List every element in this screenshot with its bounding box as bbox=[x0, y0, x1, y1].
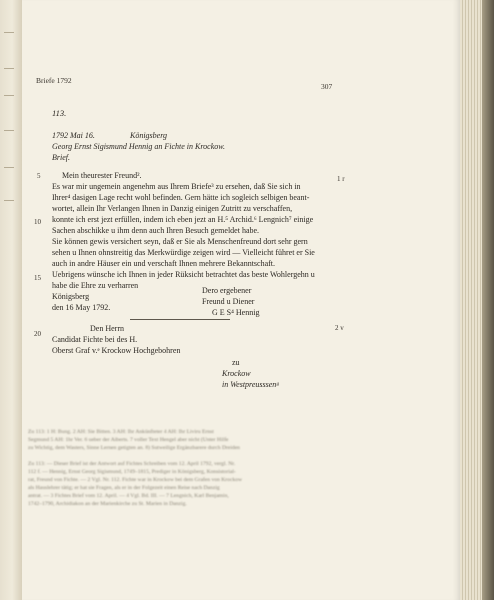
address-zu: zu bbox=[232, 358, 240, 367]
line-number-5: 5 bbox=[37, 172, 41, 180]
body-line: Sachen abschikke u ihm denn auch Ihren Besuch gemeldet habe. bbox=[52, 226, 260, 235]
closing-date: den 16 May 1792. bbox=[52, 303, 111, 312]
letter-addressee-line: Georg Ernst Sigismund Hennig an Fichte in Krockow. bbox=[52, 142, 226, 151]
page-number: 307 bbox=[321, 82, 333, 91]
footnote-line: Segmund 5 AH: 1hr Ver. 6 ueber der Aiberts. 7 voller Text Hengel aber nicht (Unter Hilfe bbox=[28, 437, 229, 443]
address-salutation: Den Herrn bbox=[90, 324, 124, 333]
letter-date: 1792 Mai 16. bbox=[52, 131, 95, 140]
margin-note-1r: 1 r bbox=[337, 175, 345, 183]
footnotes-apparatus bbox=[28, 428, 346, 508]
address-city: Krockow bbox=[222, 369, 251, 378]
footnote-line: als Hauslehrer tätig; er hat sie Fragen, als er in der Folgezeit einen Reise nach Danzig bbox=[28, 485, 220, 491]
body-line: Mein theurester Freund². bbox=[62, 171, 142, 180]
body-line: sehen u Ihnen ohnstreitig das Merkwürdige zeigen wird — Vielleicht führet er Sie bbox=[52, 248, 315, 257]
address-region: in Westpreusssenᵍ bbox=[222, 380, 279, 389]
line-number-20: 20 bbox=[34, 330, 41, 338]
address-line-1: Candidat Fichte bei des H. bbox=[52, 335, 138, 344]
closing-signature: G E S⁴ Hennig bbox=[212, 308, 260, 317]
footnote-line: Zu 113: 1 H: Bung. 2 AH: Sie Bitten. 3 AH: Ihr Ankünfteter 4 AH: Ihr Liviru Ernst bbox=[28, 429, 214, 435]
footnote-line: rat, Freund von Fichte. — 2 Vgl. Nr. 112. Fichte war in Krockow bei dem Grafen von Krockow bbox=[28, 477, 243, 483]
address-line-2: Oberst Graf v.ᵉ Krockow Hochgebohren bbox=[52, 346, 181, 355]
letter-kind: Brief. bbox=[52, 153, 70, 162]
body-line: Uebrigens wünsche ich Ihnen in jeder Rüksicht betrachtet das beste Wohlergehn u bbox=[52, 270, 315, 279]
footnote-line: Zu 113: — Dieser Brief ist der Antwort auf Fichtes Schreiben vom 12. April 1792, vergl. Nr. bbox=[28, 461, 236, 467]
closing-place: Königsberg bbox=[52, 292, 90, 301]
footnote-line: 1742–1790, Archidiakon an der Marienkirche zu St. Marien in Danzig. bbox=[28, 501, 187, 507]
body-line: Sie können gewis versichert seyn, daß er Sie als Menschenfreund dort sehr gern bbox=[52, 237, 308, 246]
footnote-line: zu Wichtig, dem Wasters, Sinne Lernen getigten an. 8) Sutweilige Ergänzbarere durch Dreiden bbox=[28, 445, 240, 451]
body-line: Es war mir ungemein angenehm aus Ihrem Briefe³ zu ersehen, daß Sie sich in bbox=[52, 182, 301, 191]
binding-marks bbox=[0, 0, 22, 600]
margin-note-2v: 2 v bbox=[335, 324, 344, 332]
letter-number: 113. bbox=[52, 108, 67, 118]
closing-line-1: Dero ergebener bbox=[202, 286, 252, 295]
line-number-10: 10 bbox=[34, 218, 41, 226]
footnote-line: 112 f. — Hennig, Ernst Georg Sigismund, 1749–1815, Prediger in Königsberg, Konsistorial- bbox=[28, 469, 236, 475]
body-line: konnte ich erst jezt erfüllen, indem ich eben jezt an H.⁵ Archid.⁶ Lengnich⁷ einige bbox=[52, 215, 314, 224]
running-title: Briefe 1792 bbox=[36, 76, 72, 85]
closing-line-2: Freund u Diener bbox=[202, 297, 255, 306]
body-line: wortet, allein Ihr Verlangen Ihnen in Danzig einigen Zutritt zu verschaffen, bbox=[52, 204, 293, 213]
body-line: habe die Ehre zu verharren bbox=[52, 281, 139, 290]
separator-rule bbox=[130, 319, 230, 320]
footnote-line: antrat. — 3 Fichtes Brief vom 12. April. — 4 Vgl. Bd. III. — 7 Lengnich, Karl Benjamin, bbox=[28, 493, 229, 499]
body-line: auch in andre Häuser ein und verschaft Ihnen mehrere Bekanntschaft. bbox=[52, 259, 276, 268]
body-line: Ihrer⁴ dasigen Lage recht wohl befinden. Gern hätte ich sogleich selbigen beant- bbox=[52, 193, 310, 202]
footnote-line bbox=[28, 452, 346, 460]
letter-place: Königsberg bbox=[130, 131, 168, 140]
line-number-15: 15 bbox=[34, 274, 41, 282]
page-stack-edges bbox=[460, 0, 494, 600]
